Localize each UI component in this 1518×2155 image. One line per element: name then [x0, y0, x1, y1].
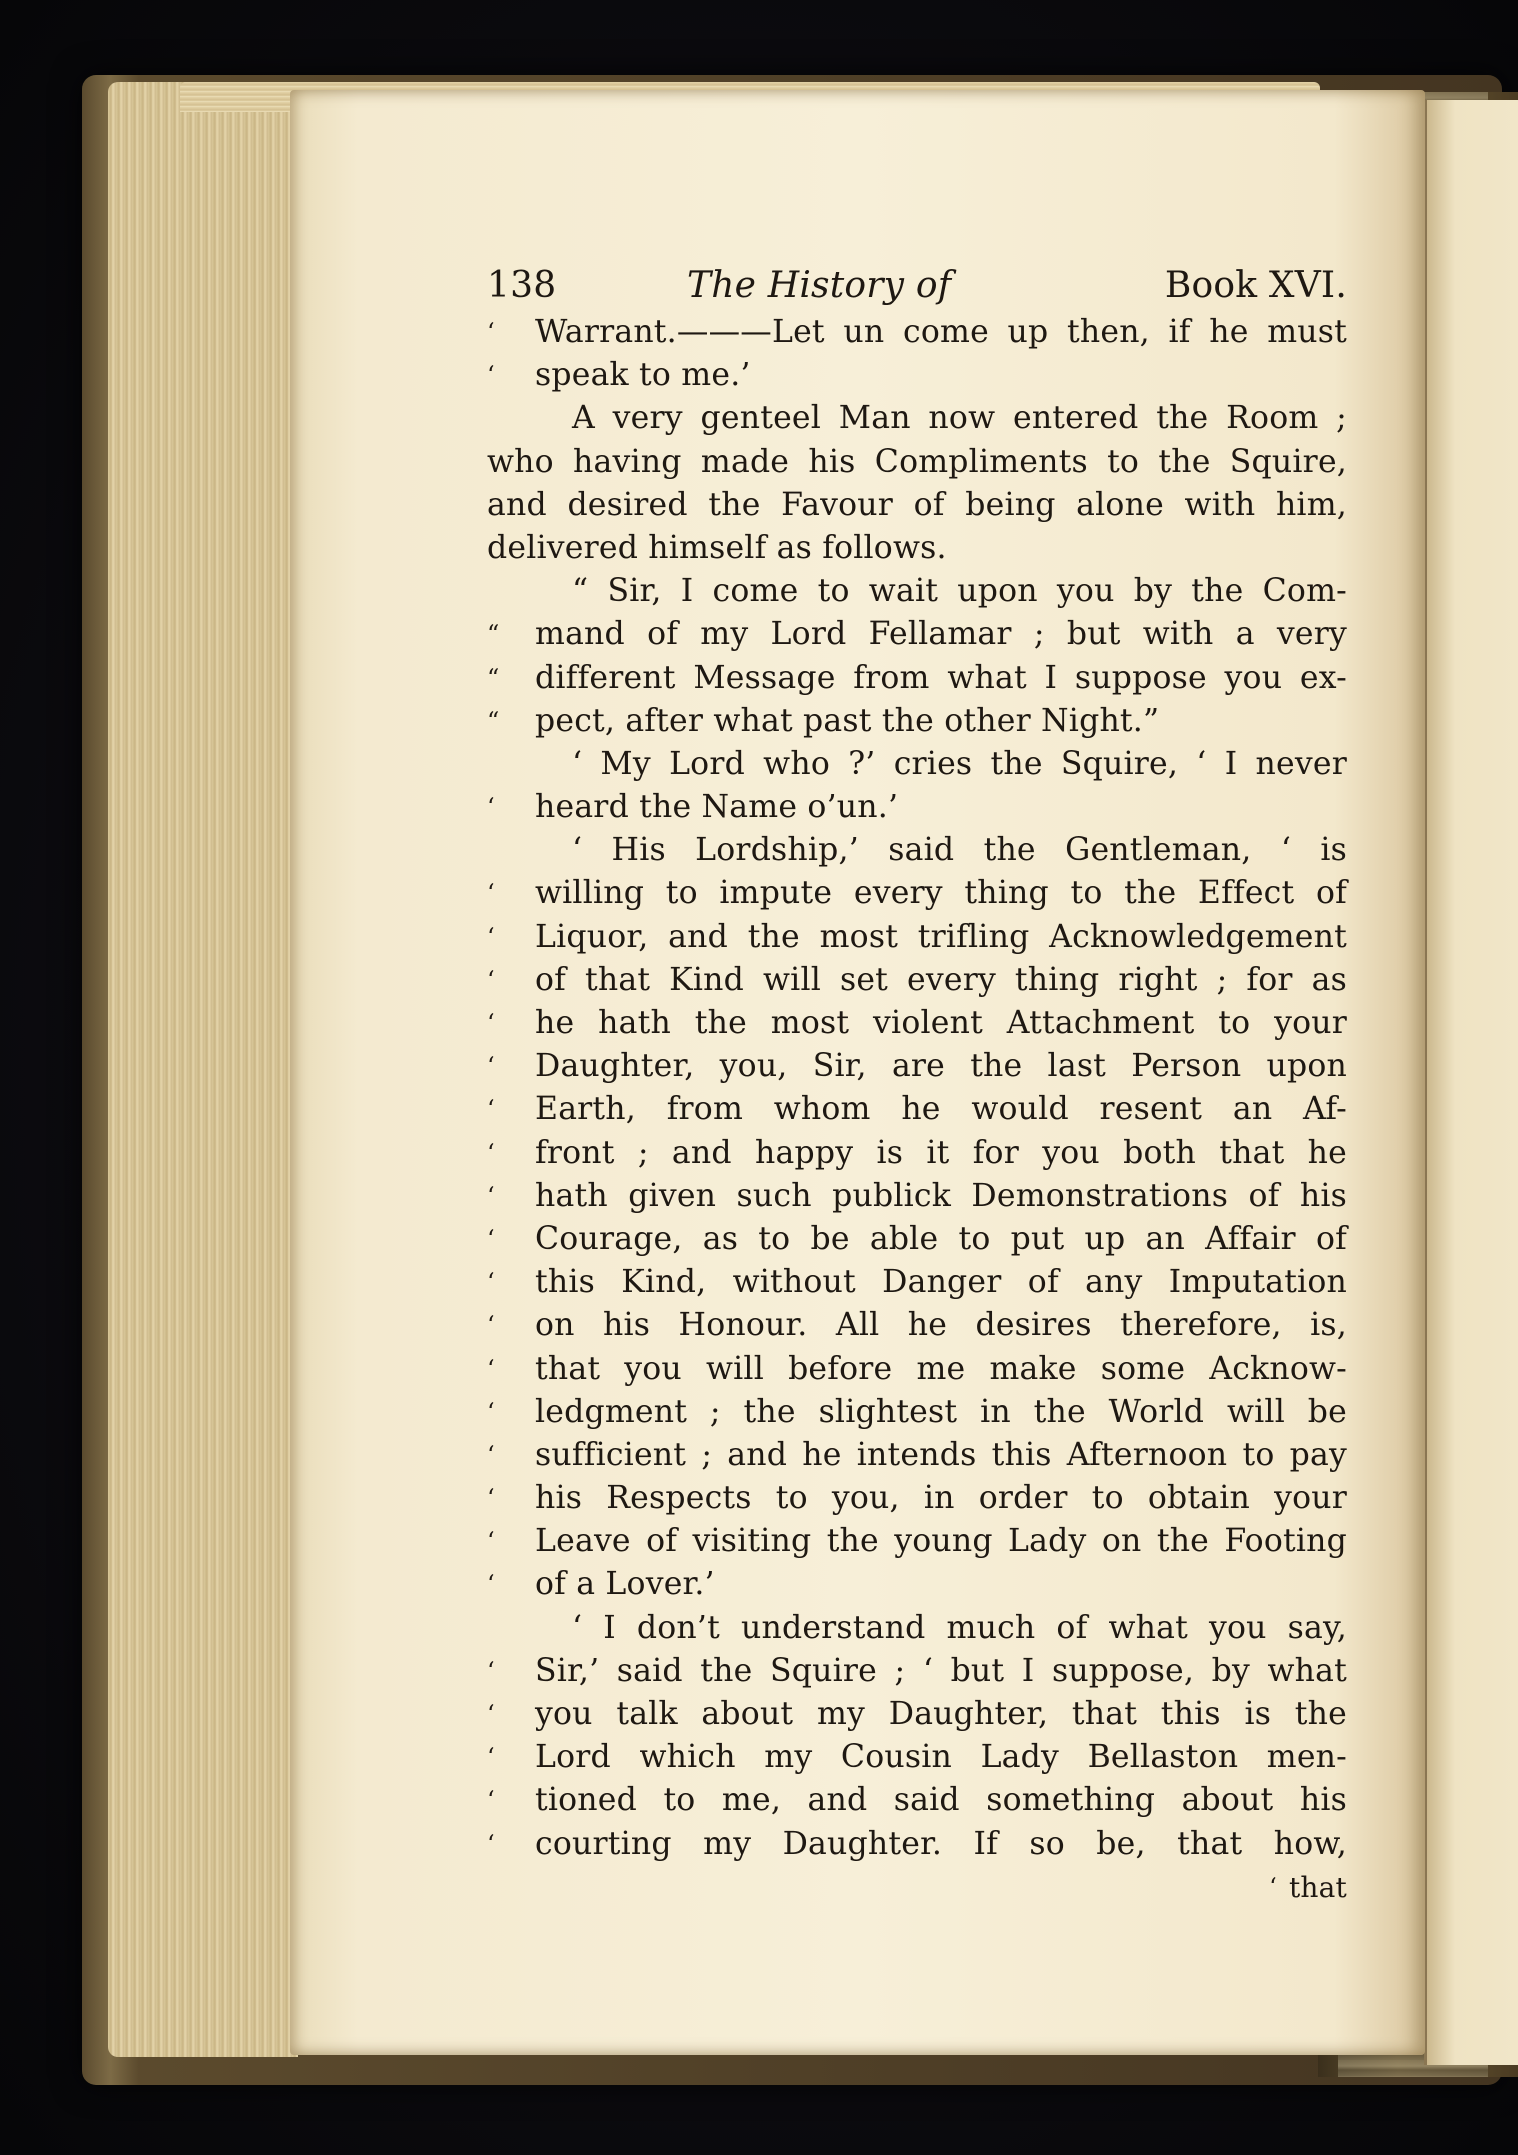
line-text: sufficient ; and he intends this Afternoon to pay [535, 1436, 1347, 1473]
text-line [487, 1650, 1347, 1693]
text-line [487, 657, 1347, 700]
text-line [487, 1045, 1347, 1088]
line-text: “ Sir, I come to wait upon you by the Com- [572, 573, 1347, 610]
line-text: and desired the Favour of being alone with him, [487, 486, 1347, 523]
text-line [487, 1823, 1347, 1866]
line-text: of that Kind will set every thing right ; for as [535, 961, 1347, 998]
quote-mark: ‘ [487, 1181, 495, 1210]
line-text: you talk about my Daughter, that this is the [535, 1696, 1347, 1732]
text-line [487, 700, 1347, 743]
line-text: Courage, as to be able to put up an Affair of [535, 1220, 1347, 1257]
text-line [487, 1218, 1347, 1261]
quote-mark: ‘ [487, 361, 495, 390]
line-text: delivered himself as follows. [487, 529, 947, 566]
text-line [487, 1736, 1347, 1779]
quote-mark: ‘ [487, 1095, 495, 1124]
text-line [487, 1563, 1347, 1606]
quote-mark: ‘ [487, 879, 495, 908]
quote-mark: ‘ [487, 1052, 495, 1081]
quote-mark: ‘ [487, 1440, 495, 1469]
catchword: that [1288, 1870, 1347, 1904]
running-title: The History of [687, 265, 952, 306]
line-text: ledgment ; the slightest in the World will be [535, 1393, 1347, 1430]
text-line [487, 916, 1347, 959]
quote-mark: “ [487, 620, 500, 649]
line-text: heard the Name o’un.’ [535, 789, 899, 826]
line-text: he hath the most violent Attachment to your [535, 1005, 1347, 1041]
quote-mark: ‘ [487, 1224, 495, 1253]
quote-mark: ‘ [487, 1397, 495, 1426]
quote-mark: ‘ [487, 1656, 495, 1685]
line-text: ‘ My Lord who ?’ cries the Squire, ‘ I never [572, 745, 1347, 782]
text-line [487, 959, 1347, 1002]
quote-mark: ‘ [487, 922, 495, 951]
quote-mark: ‘ [487, 1570, 495, 1599]
line-text: Lord which my Cousin Lady Bellaston men- [535, 1739, 1347, 1776]
text-line [487, 527, 1347, 570]
quote-mark: ‘ [487, 1786, 495, 1815]
text-line [487, 613, 1347, 656]
quote-mark: ‘ [487, 1743, 495, 1772]
page-number: 138 [487, 265, 557, 306]
text-line [487, 1607, 1347, 1650]
quote-mark: ‘ [487, 1527, 495, 1556]
line-text: courting my Daughter. If so be, that how, [535, 1825, 1347, 1862]
line-text: ‘ His Lordship,’ said the Gentleman, ‘ is [572, 832, 1347, 869]
quote-mark: ‘ [487, 1354, 495, 1383]
page-text [487, 265, 1347, 1909]
running-header [487, 265, 1347, 311]
line-text: Sir,’ said the Squire ; ‘ but I suppose, by what [535, 1652, 1347, 1689]
line-text: this Kind, without Danger of any Imputation [535, 1264, 1347, 1301]
line-text: Daughter, you, Sir, are the last Person upon [535, 1048, 1347, 1085]
line-text: mand of my Lord Fellamar ; but with a very [535, 616, 1347, 653]
text-line [487, 743, 1347, 786]
catchword-line [487, 1866, 1347, 1909]
text-line [487, 484, 1347, 527]
line-text: speak to me.’ [535, 357, 751, 394]
line-text: his Respects to you, in order to obtain your [535, 1480, 1347, 1517]
quote-mark: ‘ [487, 1484, 495, 1513]
text-line [487, 1088, 1347, 1131]
text-line [487, 1477, 1347, 1520]
line-text: tioned to me, and said something about his [535, 1782, 1347, 1819]
book-label: Book XVI. [1164, 265, 1347, 306]
text-line [487, 1434, 1347, 1477]
text-line [487, 570, 1347, 613]
page-edges [108, 82, 298, 2057]
facing-page [1424, 100, 1518, 2065]
text-line [487, 1348, 1347, 1391]
text-line [487, 829, 1347, 872]
text-line [487, 1175, 1347, 1218]
line-text: ‘ I don’t understand much of what you say, [572, 1609, 1347, 1646]
quote-mark: ‘ [487, 1138, 495, 1167]
text-line [487, 786, 1347, 829]
line-text: Warrant.———Let un come up then, if he must [535, 314, 1347, 350]
text-line [487, 397, 1347, 440]
text-line [487, 354, 1347, 397]
text-line [487, 1002, 1347, 1045]
line-text: willing to impute every thing to the Effect of [535, 875, 1347, 912]
quote-mark: “ [487, 663, 500, 692]
quote-mark: ‘ [487, 1829, 495, 1858]
body-text [487, 311, 1347, 1866]
text-line [487, 872, 1347, 915]
text-line [487, 1391, 1347, 1434]
text-line [487, 1132, 1347, 1175]
quote-mark: ‘ [487, 965, 495, 994]
quote-mark: ‘ [487, 793, 495, 822]
quote-mark: ‘ [487, 1700, 495, 1728]
line-text: pect, after what past the other Night.” [535, 702, 1160, 739]
line-text: Earth, from whom he would resent an Af- [535, 1091, 1347, 1128]
quote-mark: ‘ [487, 318, 495, 346]
line-text: different Message from what I suppose you ex- [535, 659, 1347, 696]
quote-mark: “ [487, 706, 500, 735]
text-line [487, 441, 1347, 484]
line-text: on his Honour. All he desires therefore, is, [535, 1307, 1347, 1344]
text-line [487, 1520, 1347, 1563]
line-text: front ; and happy is it for you both that he [535, 1134, 1347, 1171]
quote-mark: ‘ [487, 1311, 495, 1340]
line-text: hath given such publick Demonstrations of his [535, 1177, 1347, 1214]
text-line [487, 1693, 1347, 1736]
line-text: A very genteel Man now entered the Room ; [572, 400, 1347, 437]
line-text: Liquor, and the most trifling Acknowledgement [535, 918, 1347, 955]
text-line [487, 1779, 1347, 1822]
line-text: who having made his Compliments to the Squire, [487, 443, 1347, 480]
line-text: Leave of visiting the young Lady on the Footing [535, 1523, 1347, 1560]
line-text: that you will before me make some Acknow- [535, 1350, 1347, 1387]
text-line [487, 1261, 1347, 1304]
quote-mark: ‘ [487, 1268, 495, 1297]
quote-mark: ‘ [1269, 1872, 1277, 1901]
text-line [487, 311, 1347, 354]
text-line [487, 1304, 1347, 1347]
line-text: of a Lover.’ [535, 1566, 715, 1603]
quote-mark: ‘ [487, 1009, 495, 1037]
